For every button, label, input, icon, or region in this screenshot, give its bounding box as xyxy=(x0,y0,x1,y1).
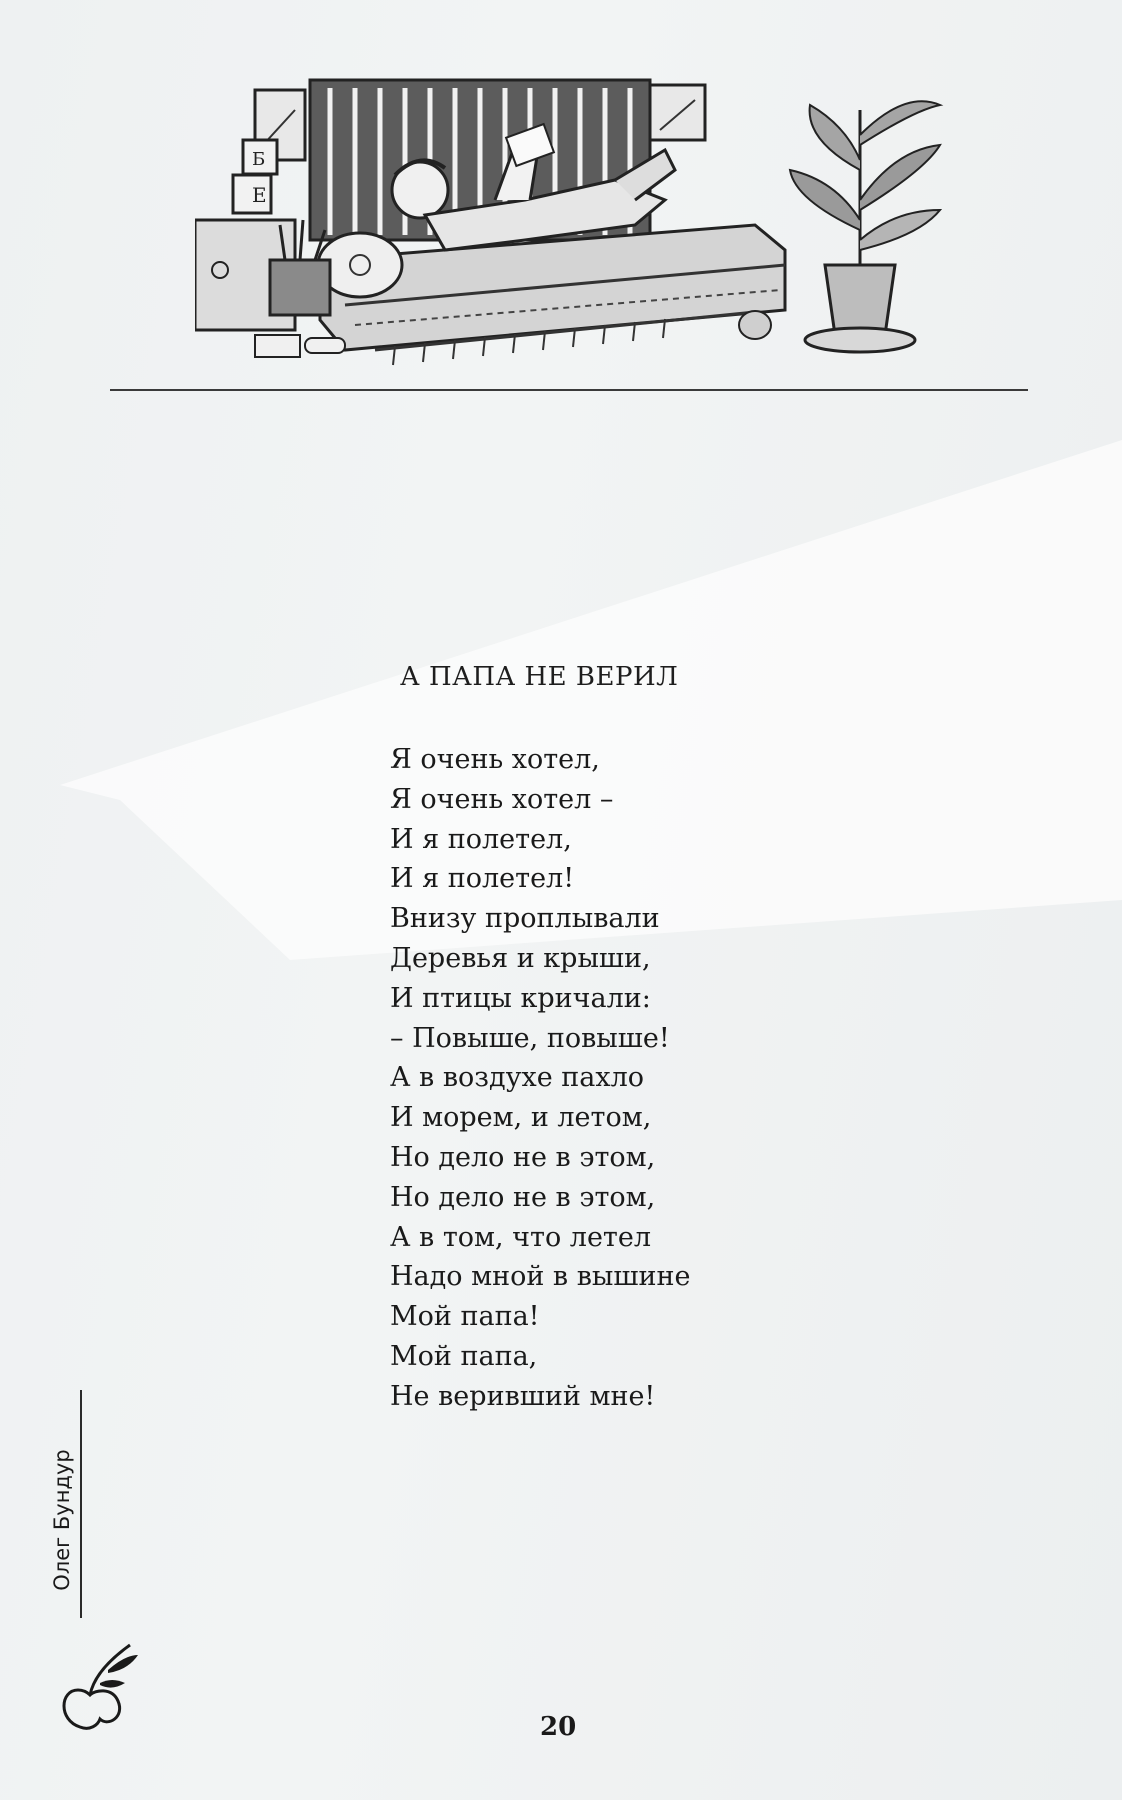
poem-line: Но дело не в этом, xyxy=(390,1181,656,1213)
author-rule xyxy=(80,1390,82,1618)
block-letter-e: Е xyxy=(252,183,267,207)
poem-line: Я очень хотел – xyxy=(390,783,614,815)
poem-line: А в воздухе пахло xyxy=(390,1062,645,1094)
header-rule xyxy=(110,389,1028,391)
poem-line: Мой папа, xyxy=(390,1340,538,1372)
poem-line: И птицы кричали: xyxy=(390,982,651,1014)
poem-line: – Повыше, повыше! xyxy=(390,1022,670,1054)
poem-line: Внизу проплывали xyxy=(390,903,660,935)
poem-line: Но дело не в этом, xyxy=(390,1141,656,1173)
poem-line: А в том, что летел xyxy=(390,1221,651,1253)
poem-lines xyxy=(390,740,890,1417)
author-name xyxy=(48,1430,76,1610)
poem-line: Я очень хотел, xyxy=(390,744,600,775)
poem-line: И я полетел! xyxy=(390,863,575,895)
poem-line: Не веривший мне! xyxy=(390,1380,656,1412)
apple-branch-icon xyxy=(50,1635,140,1735)
poem-line: Деревья и крыши, xyxy=(390,942,651,974)
page-number: 20 xyxy=(540,1712,577,1742)
block-letter-b: Б xyxy=(252,149,266,170)
poem-line: И я полетел, xyxy=(390,823,572,855)
boy-on-sofa-illustration xyxy=(195,50,985,370)
poem-line: И морем, и летом, xyxy=(390,1102,652,1134)
poem-line: Мой папа! xyxy=(390,1301,540,1333)
poem-line: Надо мной в вышине xyxy=(390,1261,691,1293)
poem-title: А ПАПА НЕ ВЕРИЛ xyxy=(400,662,679,692)
author-name-text: Олег Бундур xyxy=(50,1449,74,1591)
